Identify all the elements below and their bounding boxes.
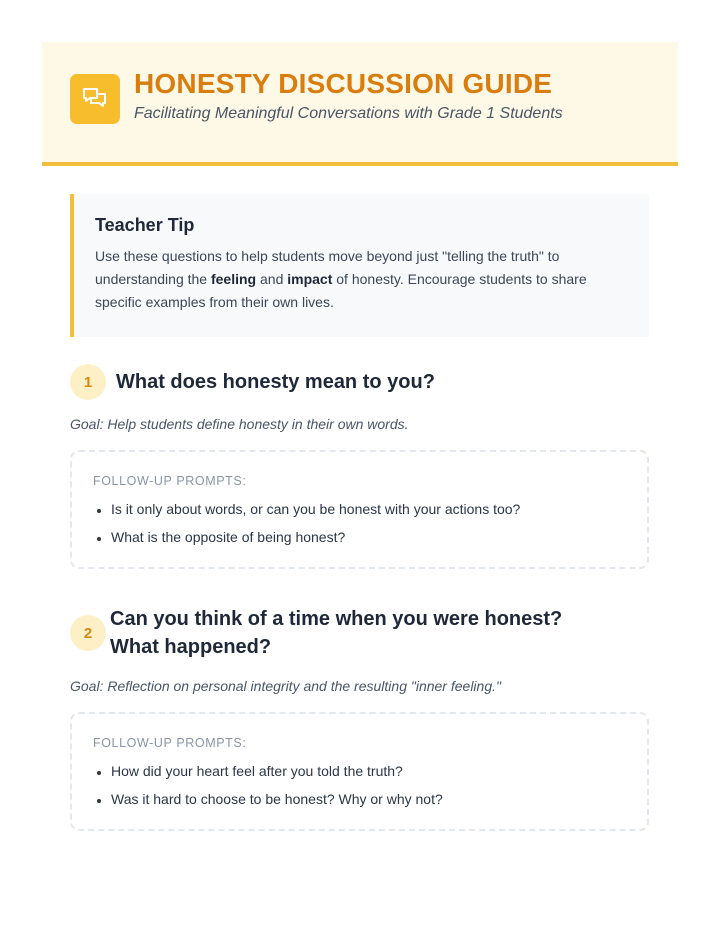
list-item: • Is it only about words, or can you be honest with your actions too?	[111, 495, 627, 523]
page-title: HONESTY DISCUSSION GUIDE	[134, 68, 553, 99]
question-title-line-2: What happened?	[110, 636, 272, 658]
follow-up-prompts-list	[93, 495, 627, 551]
guide-header	[42, 42, 678, 166]
follow-up-prompts-box	[70, 450, 649, 569]
question-goal: Goal: Help students define honesty in their own words.	[70, 416, 409, 432]
tip-text-3: of honesty. Encourage students to share specific examples from their own lives.	[95, 271, 587, 310]
tip-bold-feeling: feeling	[210, 271, 257, 287]
question-title: What does honesty mean to you?	[116, 371, 435, 393]
logo-badge	[70, 74, 120, 124]
chat-bubbles-icon	[80, 84, 110, 114]
teacher-tip-body	[95, 245, 629, 314]
list-item: • How did your heart feel after you told the truth?	[111, 757, 627, 785]
question-title-line-1: Can you think of a time when you were honest?	[110, 608, 563, 630]
question-title	[110, 605, 562, 661]
follow-up-prompts-box	[70, 712, 649, 831]
follow-up-prompts-label: FOLLOW-UP PROMPTS:	[93, 474, 247, 488]
list-item: • What is the opposite of being honest?	[111, 523, 627, 551]
list-item: • Was it hard to choose to be honest? Why or why not?	[111, 785, 627, 813]
teacher-tip-title: Teacher Tip	[95, 215, 195, 235]
tip-bold-impact: impact	[287, 271, 333, 287]
tip-text-2: and	[256, 271, 288, 287]
page-subtitle: Facilitating Meaningful Conversations with Grade 1 Students	[134, 105, 563, 122]
question-goal: Goal: Reflection on personal integrity and the resulting "inner feeling."	[70, 678, 501, 694]
tip-text-1: Use these questions to help students move beyond just "telling the truth" to understanding the	[95, 248, 560, 287]
question-number-badge: 2	[70, 615, 106, 651]
follow-up-prompts-label: FOLLOW-UP PROMPTS:	[93, 736, 247, 750]
teacher-tip-callout	[70, 194, 649, 337]
follow-up-prompts-list	[93, 757, 627, 813]
question-number-badge: 1	[70, 364, 106, 400]
